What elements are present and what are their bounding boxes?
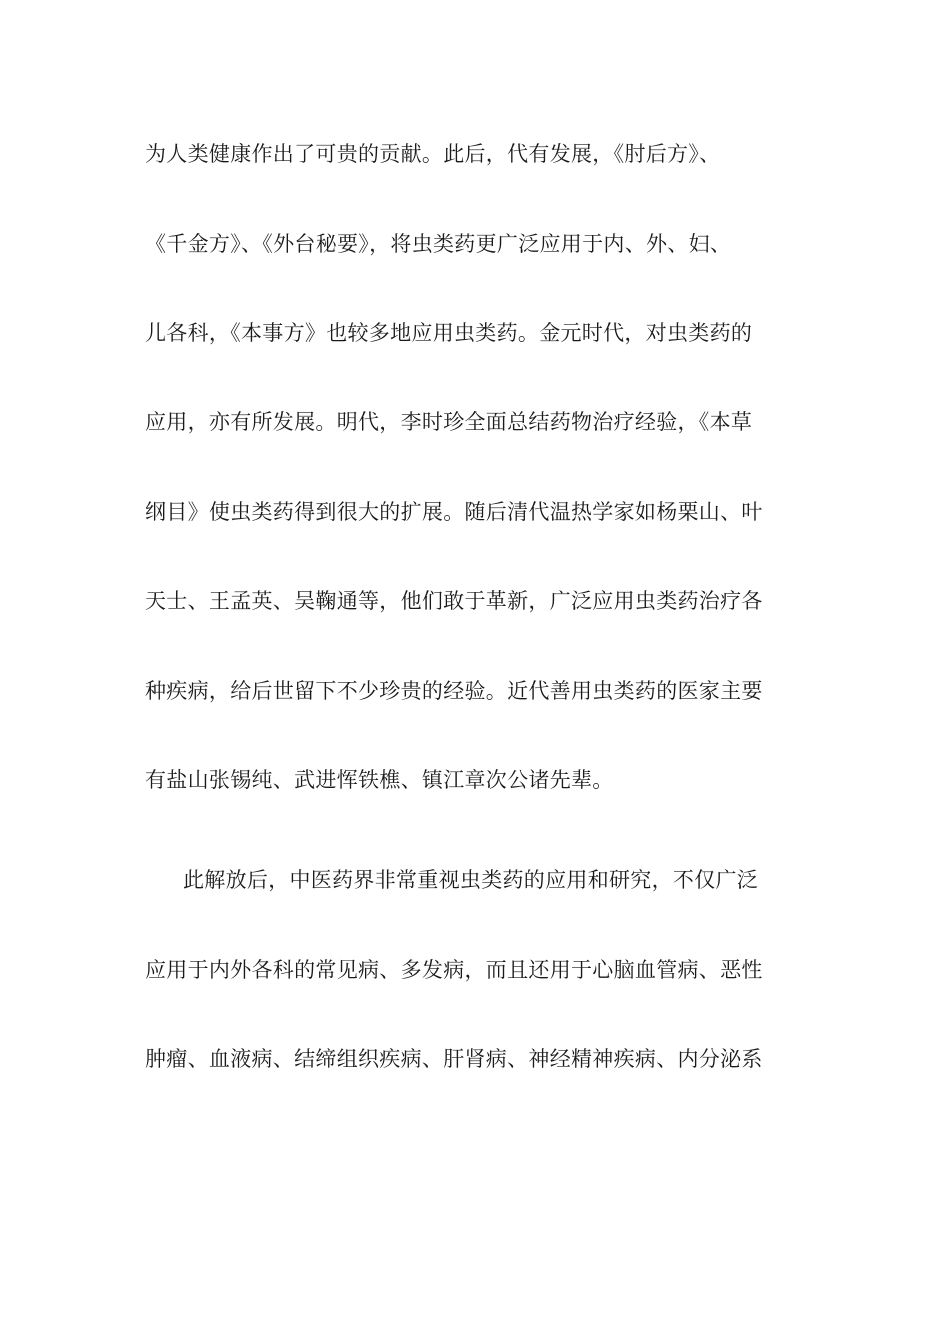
- text-line: 此解放后，中医药界非常重视虫类药的应用和研究，不仅广泛: [183, 868, 759, 892]
- text-line: 种疾病，给后世留下不少珍贵的经验。近代善用虫类药的医家主要: [145, 679, 763, 703]
- text-line: 应用于内外各科的常见病、多发病，而且还用于心脑血管病、恶性: [145, 958, 763, 982]
- text-line: 儿各科，《本事方》也较多地应用虫类药。金元时代，对虫类药的: [145, 321, 753, 345]
- text-line: 有盐山张锡纯、武进恽铁樵、镇江章次公诸先辈。: [145, 768, 614, 792]
- text-line: 纲目》使虫类药得到很大的扩展。随后清代温热学家如杨栗山、叶: [145, 500, 763, 524]
- text-line: 应用，亦有所发展。明代，李时珍全面总结药物治疗经验，《本草: [145, 410, 753, 434]
- text-line: 天士、王孟英、吴鞠通等，他们敢于革新，广泛应用虫类药治疗各: [145, 589, 763, 613]
- text-line: 《千金方》、《外台秘要》，将虫类药更广泛应用于内、外、妇、: [145, 232, 732, 256]
- text-line: 肿瘤、血液病、结缔组织疾病、肝肾病、神经精神疾病、内分泌系: [145, 1047, 763, 1071]
- text-line: 为人类健康作出了可贵的贡献。此后，代有发展，《肘后方》、: [145, 142, 721, 166]
